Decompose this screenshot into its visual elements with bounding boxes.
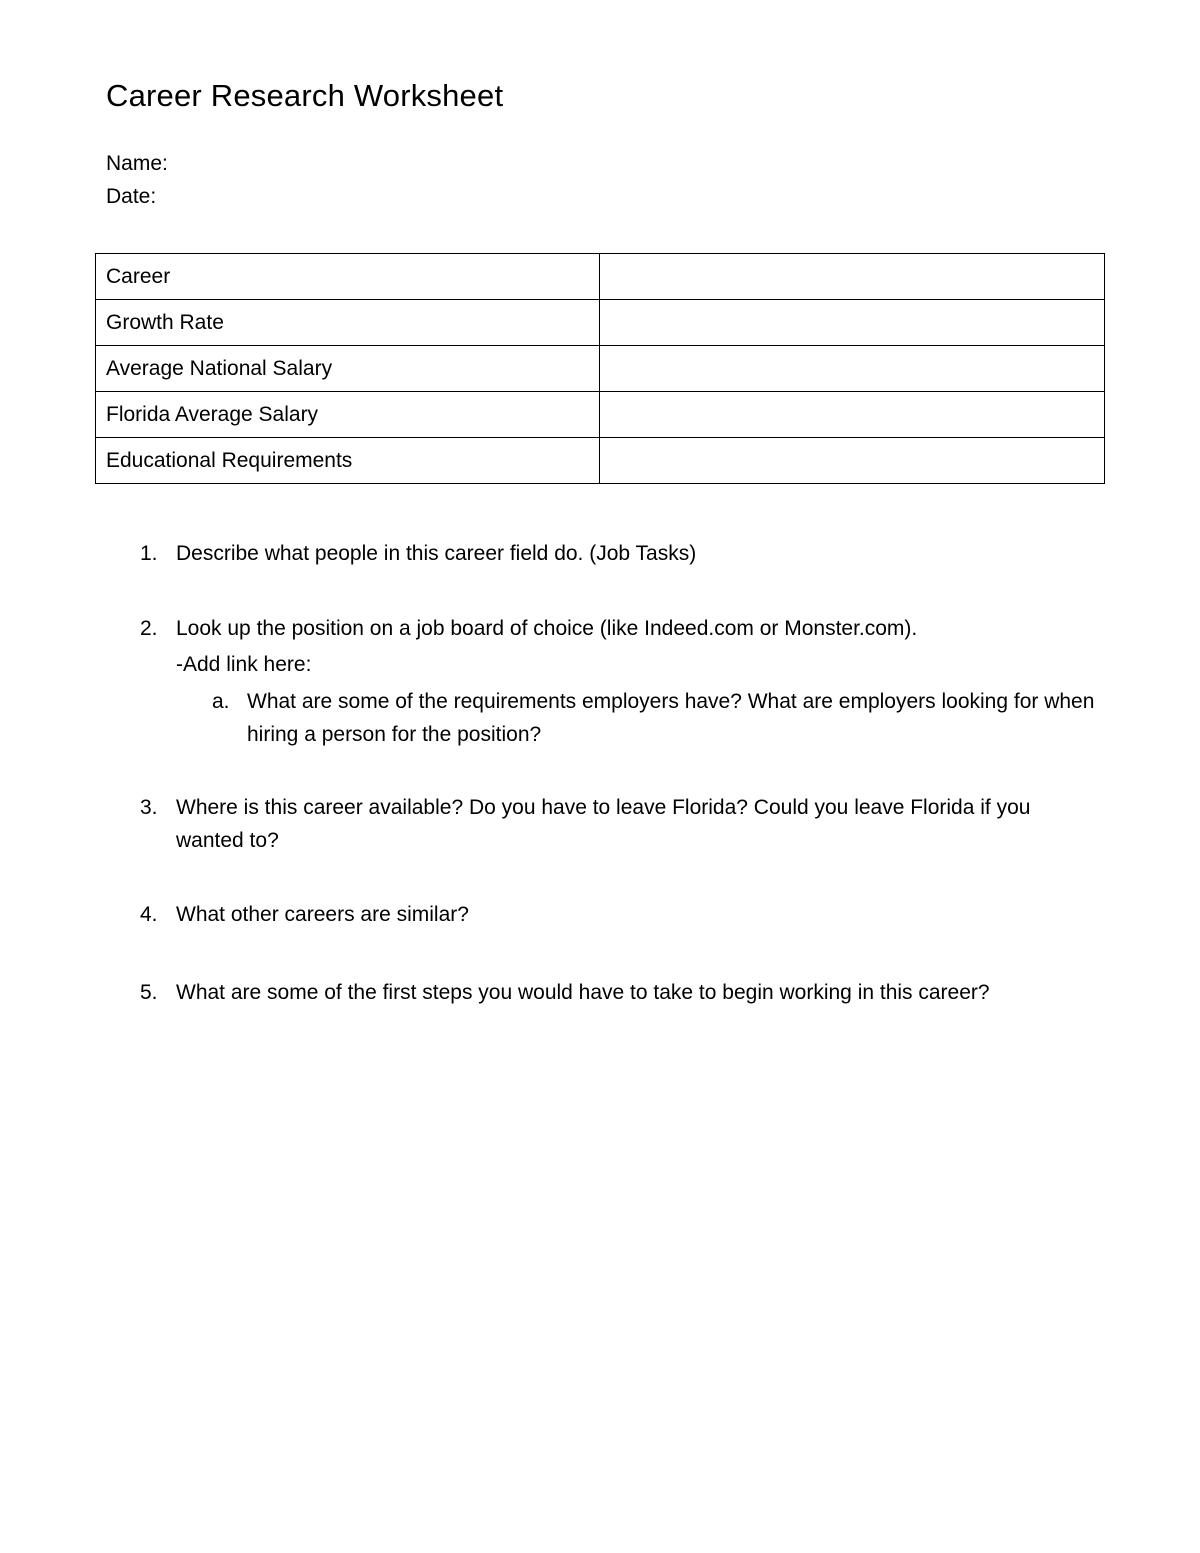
row-label-education: Educational Requirements xyxy=(96,438,600,484)
name-label: Name: xyxy=(106,152,168,175)
question-text: Describe what people in this career field do. (Job Tasks) xyxy=(176,542,697,565)
career-info-table xyxy=(95,253,1105,484)
row-value-growth-rate[interactable] xyxy=(600,300,1105,346)
row-label-florida-salary: Florida Average Salary xyxy=(96,392,600,438)
row-label-national-salary: Average National Salary xyxy=(96,346,600,392)
date-label: Date: xyxy=(106,185,157,208)
question-number: 2. xyxy=(140,617,158,640)
page-title: Career Research Worksheet xyxy=(106,78,504,113)
sub-question-text: What are some of the requirements employers have? What are employers looking for when hiring a person for the position? xyxy=(247,690,1095,746)
table-row xyxy=(96,438,1105,484)
row-value-national-salary[interactable] xyxy=(600,346,1105,392)
row-value-career[interactable] xyxy=(600,254,1105,300)
question-number: 1. xyxy=(140,542,158,565)
row-label-growth-rate: Growth Rate xyxy=(96,300,600,346)
table-row xyxy=(96,254,1105,300)
question-text: Look up the position on a job board of choice (like Indeed.com or Monster.com). xyxy=(176,617,918,640)
question-text: What other careers are similar? xyxy=(176,903,469,926)
table-row xyxy=(96,392,1105,438)
question-number: 4. xyxy=(140,903,158,926)
row-value-florida-salary[interactable] xyxy=(600,392,1105,438)
table-row xyxy=(96,346,1105,392)
question-text: Where is this career available? Do you have to leave Florida? Could you leave Florida if you wanted to? xyxy=(176,796,1031,852)
sub-question-letter: a. xyxy=(212,690,230,713)
question-number: 5. xyxy=(140,981,158,1004)
row-label-career: Career xyxy=(96,254,600,300)
row-value-education[interactable] xyxy=(600,438,1105,484)
table-row xyxy=(96,300,1105,346)
question-text: What are some of the first steps you would have to take to begin working in this career? xyxy=(176,981,990,1004)
add-link-label: -Add link here: xyxy=(176,653,312,676)
question-number: 3. xyxy=(140,796,158,819)
